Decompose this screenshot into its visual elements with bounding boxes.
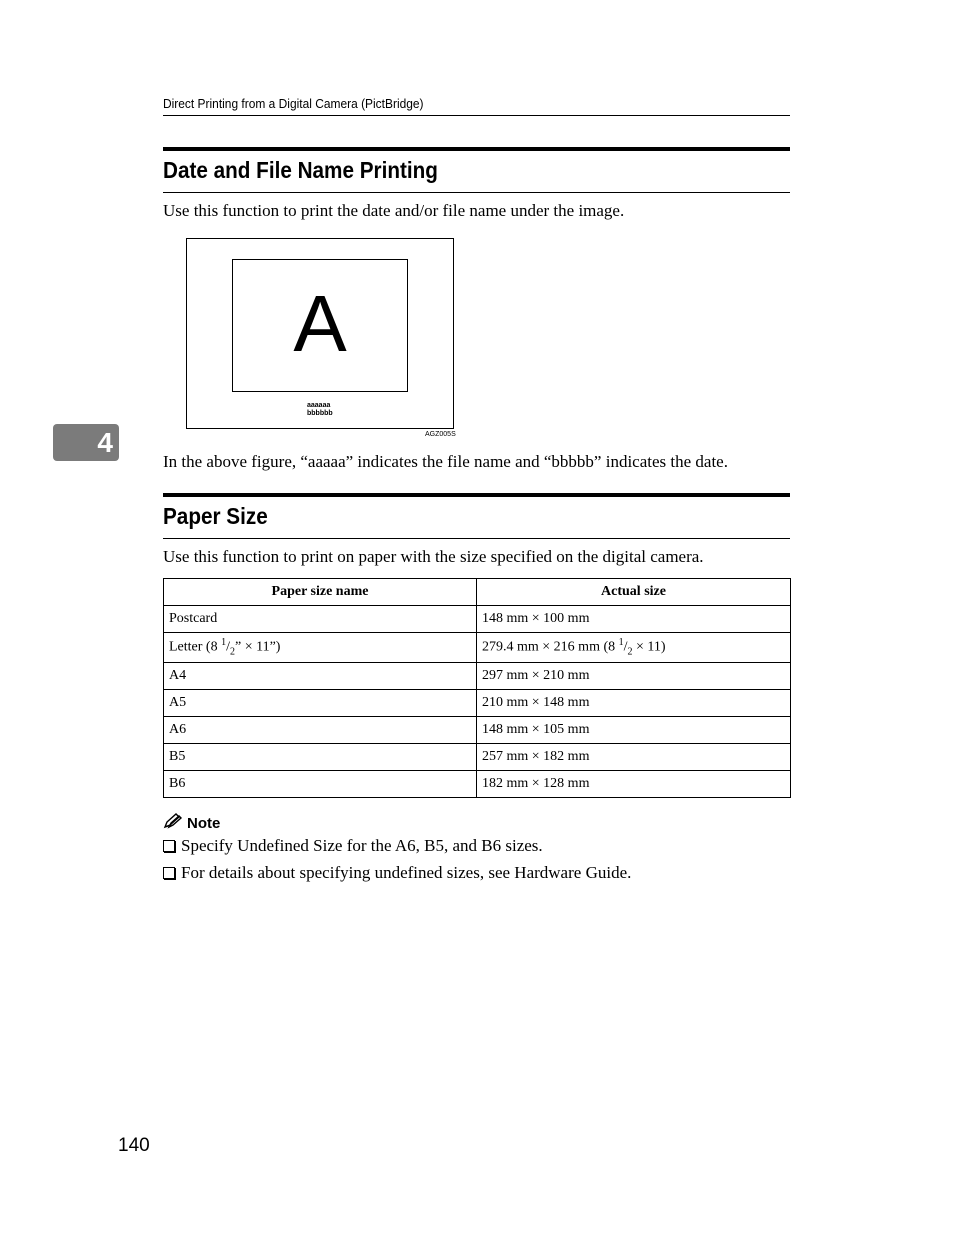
section-rule-bottom [163, 192, 790, 193]
text-part: 279.4 mm × 216 mm (8 [482, 639, 619, 655]
print-layout-figure [186, 238, 454, 429]
table-row [164, 690, 791, 717]
paper-name-cell: A4 [164, 663, 477, 690]
column-header: Paper size name [164, 579, 477, 606]
chapter-tab: 4 [53, 424, 119, 461]
table-header-row [164, 579, 791, 606]
actual-size-cell [477, 633, 791, 663]
table-row [164, 633, 791, 663]
actual-size-cell: 148 mm × 100 mm [477, 606, 791, 633]
fraction-slash: / [226, 639, 230, 655]
paper-size-table [163, 578, 791, 798]
paper-name-cell: A5 [164, 690, 477, 717]
figure-letter: A [293, 279, 347, 368]
figure-date: bbbbbb [307, 410, 333, 417]
fraction-numerator: 1 [618, 637, 624, 649]
paper-name-cell: A6 [164, 717, 477, 744]
paper-name-cell: B6 [164, 771, 477, 798]
paper-name-cell: Postcard [164, 606, 477, 633]
column-header: Actual size [477, 579, 791, 606]
figure-explanation: In the above figure, “aaaaa” indicates the file name and “bbbbb” indicates the date. [163, 452, 728, 471]
fraction-denominator: 2 [229, 646, 235, 658]
note-heading [163, 813, 220, 833]
section-title-date-file: Date and File Name Printing [163, 157, 438, 183]
section-intro: Use this function to print the date and/or file name under the image. [163, 201, 625, 220]
section-rule-top [163, 493, 790, 497]
note-item [163, 836, 543, 856]
header-rule [163, 115, 790, 116]
paper-name-cell: B5 [164, 744, 477, 771]
figure-code: AGZ005S [425, 431, 456, 438]
image-area [232, 259, 408, 392]
actual-size-cell: 210 mm × 148 mm [477, 690, 791, 717]
running-head: Direct Printing from a Digital Camera (PictBridge) [163, 96, 424, 111]
section-title-paper-size: Paper Size [163, 503, 268, 529]
text-part: × 11) [632, 639, 666, 655]
text-part: ” × 11”) [234, 639, 281, 655]
fraction-slash: / [623, 639, 628, 655]
note-label: Note [187, 814, 221, 832]
paper-name-cell [164, 633, 477, 663]
note-item-text: Specify Undefined Size for the A6, B5, and B6 sizes. [181, 836, 543, 855]
section-rule-top [163, 147, 790, 151]
table-row [164, 771, 791, 798]
note-item [163, 863, 631, 883]
actual-size-cell: 257 mm × 182 mm [477, 744, 791, 771]
table-row [164, 606, 791, 633]
table-row [164, 663, 791, 690]
table-row [164, 744, 791, 771]
section-rule-bottom [163, 538, 790, 539]
fraction-numerator: 1 [221, 637, 227, 649]
fraction-denominator: 2 [627, 646, 633, 658]
actual-size-cell: 182 mm × 128 mm [477, 771, 791, 798]
table-row [164, 717, 791, 744]
page-number: 140 [118, 1135, 150, 1156]
actual-size-cell: 148 mm × 105 mm [477, 717, 791, 744]
checkbox-bullet-icon [163, 867, 175, 879]
checkbox-bullet-icon [163, 840, 175, 852]
figure-file-name: aaaaaa [307, 402, 331, 409]
section-intro: Use this function to print on paper with the size specified on the digital camera. [163, 547, 704, 566]
note-item-text: For details about specifying undefined sizes, see Hardware Guide. [181, 863, 632, 882]
actual-size-cell: 297 mm × 210 mm [477, 663, 791, 690]
pencil-icon [163, 813, 183, 833]
text-part: Letter (8 [169, 639, 222, 655]
